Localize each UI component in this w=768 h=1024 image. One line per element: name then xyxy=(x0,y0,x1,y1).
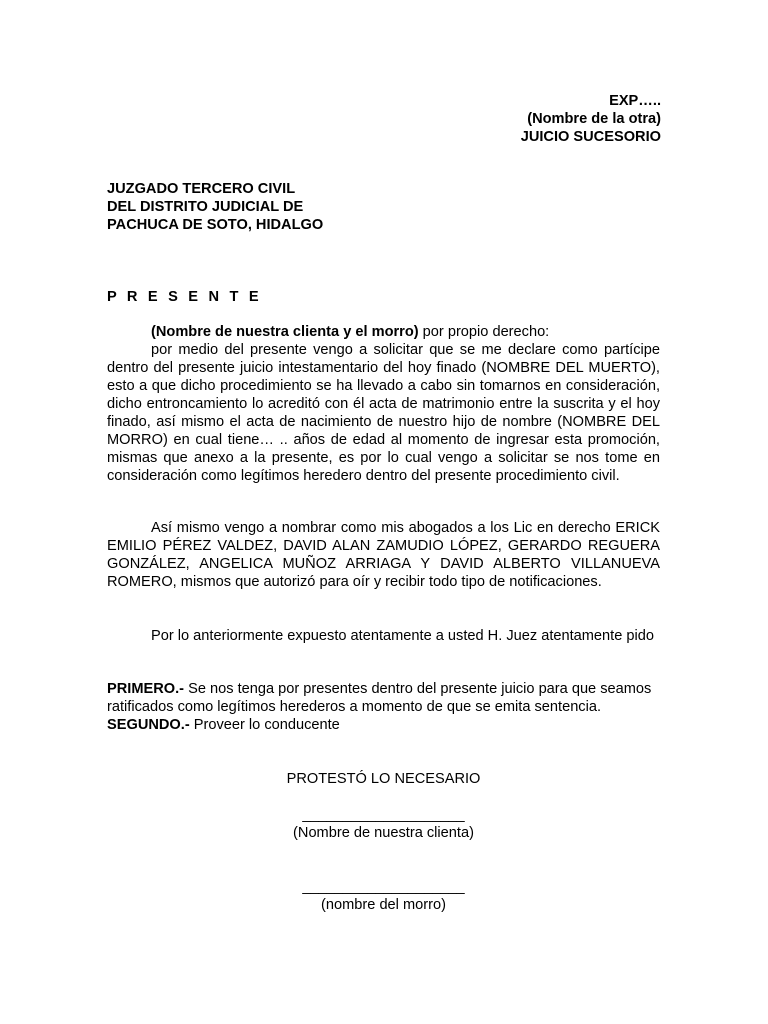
signature-line-child: ____________________ xyxy=(302,879,465,895)
paragraph-request-closing: Por lo anteriormente expuesto atentamente a usted H. Juez atentamente pido xyxy=(151,628,654,644)
paragraph-request-body: por medio del presente vengo a solicitar que se me declare como partícipe dentro del presente juicio intestamentario del hoy finado (NOMBRE DEL MUERTO), esto a que dicho procedimiento se ha llevado a cabo sin tomarnos en consideración, dicho entroncamiento lo acreditó con él acta de matrimonio entre la suscrita y el hoy finado, así mismo el acta de nacimiento de nuestro hijo de nombre (NOMBRE DEL MORRO) en cual tiene… .. años de edad al momento de ingresar esta promoción, mismas que anexo a la presente, es por lo cual vengo a solicitar se nos tome en consideración como legítimos heredero dentro del presente procedimiento civil. xyxy=(107,342,660,484)
presente-heading: P R E S E N T E xyxy=(107,289,262,305)
paragraph-lawyers: Así mismo vengo a nombrar como mis abogados a los Lic en derecho ERICK EMILIO PÉREZ VALDEZ, DAVID ALAN ZAMUDIO LÓPEZ, GERARDO REGUERA GONZÁLEZ, ANGELICA MUÑOZ ARRIAGA Y DAVID ALBERTO VILLANUEVA ROMERO, mismos que autorizó para oír y recibir todo tipo de notificaciones. xyxy=(107,520,660,590)
client-name: (Nombre de nuestra clienta y el morro) xyxy=(151,324,419,340)
case-type: JUICIO SUCESORIO xyxy=(520,129,661,145)
petition-second-text: Proveer lo conducente xyxy=(189,717,340,733)
petition-first-text: Se nos tenga por presentes dentro del presente juicio para que seamos ratificados como legítimos herederos a momento de que se emita sentencia. xyxy=(107,681,652,715)
case-header xyxy=(521,92,661,146)
other-party-name: (Nombre de la otra) xyxy=(527,111,661,127)
court-line-2: DEL DISTRITO JUDICIAL DE xyxy=(107,199,304,215)
signature-line-client: ____________________ xyxy=(302,807,465,823)
court-address xyxy=(107,180,323,234)
petition-second-label: SEGUNDO.- xyxy=(107,717,190,733)
paragraph-request-intro xyxy=(107,323,660,341)
petitions xyxy=(107,680,660,734)
case-exp: EXP….. xyxy=(609,93,661,109)
petition-first-label: PRIMERO.- xyxy=(107,681,185,697)
signature-client xyxy=(107,806,660,842)
court-line-3: PACHUCA DE SOTO, HIDALGO xyxy=(107,217,324,233)
intro-suffix: por propio derecho: xyxy=(418,324,550,340)
paragraph-request xyxy=(107,323,660,485)
signature-name-child: (nombre del morro) xyxy=(321,897,446,913)
court-line-1: JUZGADO TERCERO CIVIL xyxy=(107,181,296,197)
signature-child xyxy=(107,878,660,914)
petition-second xyxy=(107,716,660,734)
closing-statement: PROTESTÓ LO NECESARIO xyxy=(286,771,481,787)
petition-first xyxy=(107,680,660,716)
signature-name-client: (Nombre de nuestra clienta) xyxy=(293,825,474,841)
